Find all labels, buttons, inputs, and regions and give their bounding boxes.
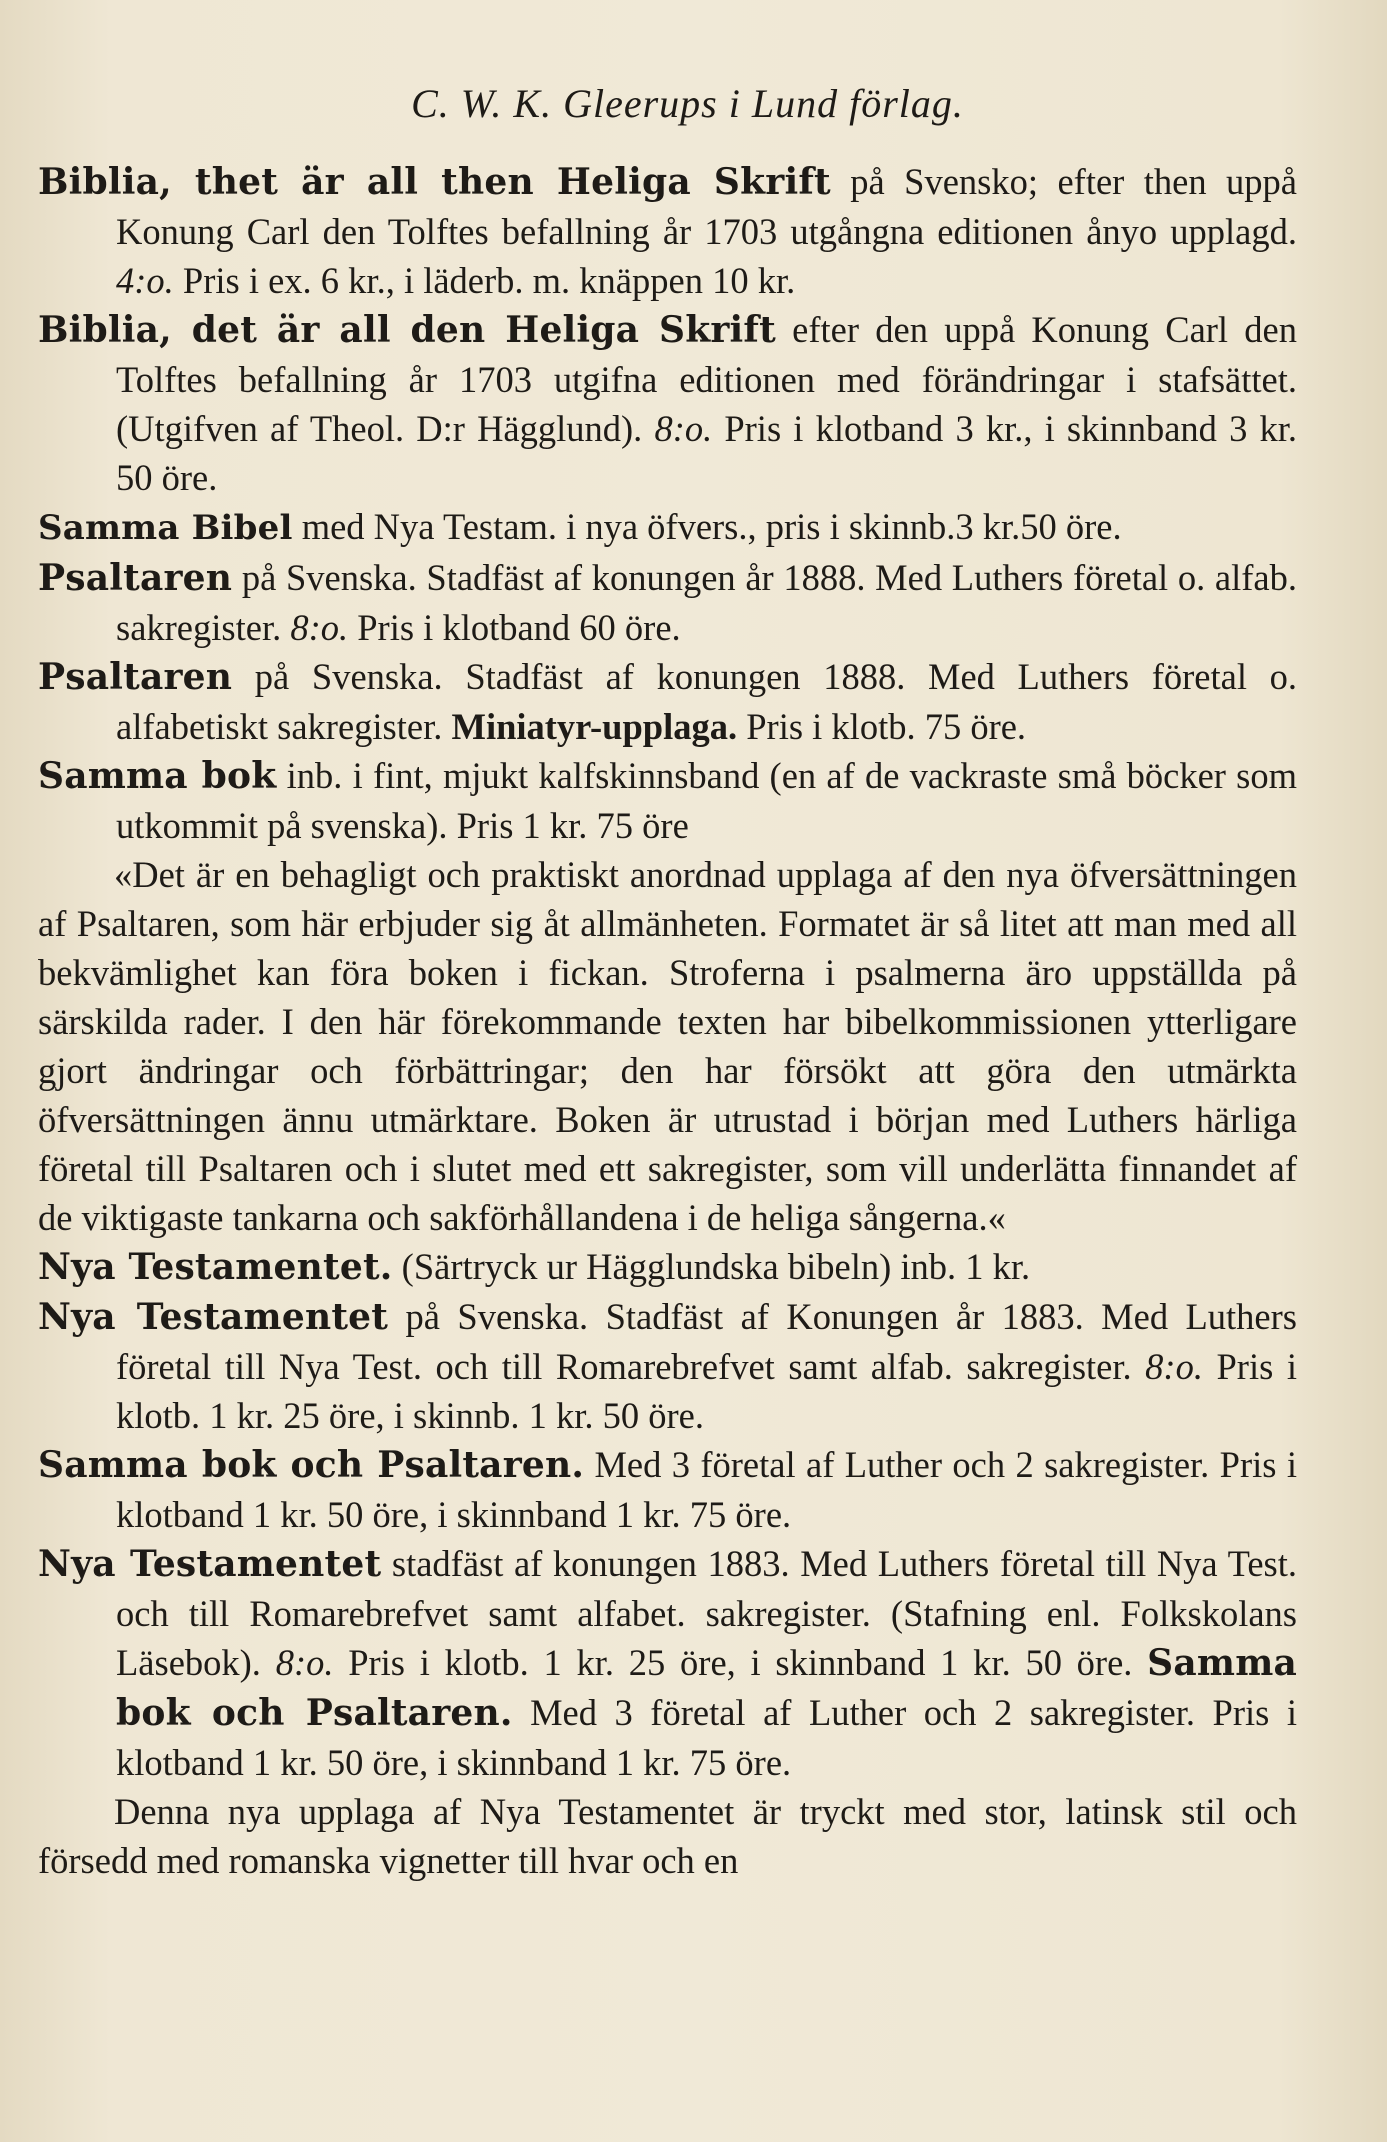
entry-price: Pris i ex. 6 kr., i läderb. m. knäppen 10 kr.: [173, 260, 796, 301]
entry-heading: Nya Testamentet.: [38, 1246, 393, 1288]
catalog-entry: [38, 652, 1297, 751]
publisher-header: C. W. K. Gleerups i Lund förlag.: [411, 81, 964, 126]
catalog-entry: [38, 751, 1297, 850]
entry-price: Pris i klotb. 1 kr. 25 öre, i skinnb. 1 kr. 50 öre.: [116, 1346, 1297, 1436]
catalog-entry: [38, 553, 1297, 652]
review-quote: «Det är en behagligt och praktiskt anordnad upplaga af den nya öfversättningen af Psaltaren, som här erbjuder sig åt allmänheten. Formatet är så litet att man med all bekvämlighet kan föra boken i fickan. Stroferna i psalmerna äro uppställda på särskilda rader. I den här förekommande texten har bibelkommissionen ytterligare gjort ändringar och förbättringar; den har försökt att göra den utmärkta öfversättningen ännu utmärktare. Boken är utrustad i början med Luthers härliga företal till Psaltaren och i slutet med ett sakregister, som vill underlätta finnandet af de viktigaste tankarna och sakförhållandena i de heliga sångerna.«: [38, 854, 1297, 1238]
catalog-entry: [38, 157, 1297, 305]
entry-text: med Nya Testam. i nya öfvers., pris i skinnb.3 kr.50 öre.: [292, 506, 1122, 547]
entry-heading: Psaltaren: [38, 557, 233, 599]
entry-price: Pris i klotb. 1 kr. 25 öre, i skinnband 1 kr. 50 öre.: [333, 1642, 1148, 1683]
entry-price: Pris i klotband 60 öre.: [348, 607, 681, 648]
entry-heading: Samma bok: [38, 755, 277, 797]
catalog-entry: [38, 1539, 1297, 1787]
format-label: 8:o.: [275, 1642, 334, 1683]
entry-heading: Psaltaren: [38, 656, 233, 698]
format-label: 8:o.: [1145, 1346, 1203, 1387]
entry-text: på Svenska. Stadfäst af konungen år 1888. Med Luthers företal o. alfab. sakregister.: [116, 557, 1297, 648]
catalog-entry: [38, 1440, 1297, 1539]
entry-heading: Biblia, det är all den Heliga Skrift: [38, 309, 776, 351]
entry-text: på Svenska. Stadfäst af Konungen år 1883. Med Luthers företal till Nya Test. och till Romarebrefvet samt alfab. sakregister.: [116, 1296, 1297, 1387]
format-label: 4:o.: [116, 260, 174, 301]
entry-text: Med 3 företal af Luther och 2 sakregister. Pris i klotband 1 kr. 50 öre, i skinnband 1 kr. 75 öre.: [116, 1692, 1297, 1783]
catalog-entry: [38, 1242, 1297, 1292]
catalog-entry: [38, 502, 1297, 553]
entry-subheading: Samma bok och Psaltaren.: [116, 1642, 1298, 1734]
entry-heading: Nya Testamentet: [38, 1543, 382, 1585]
entry-text: Med 3 företal af Luther och 2 sakregister. Pris i klotband 1 kr. 50 öre, i skinnband 1 kr. 75 öre.: [116, 1444, 1297, 1535]
entry-text: på Svenska. Stadfäst af konungen 1888. Med Luthers företal o. alfabetiskt sakregister.: [116, 656, 1297, 747]
entry-text: efter den uppå Konung Carl den Tolftes befallning år 1703 utgifna editionen med förändringar i stafsättet. (Utgifven af Theol. D:r Hägglund).: [116, 309, 1297, 449]
entry-heading: Samma Bibel: [38, 508, 293, 548]
entry-text: stadfäst af konungen 1883. Med Luthers företal till Nya Test. och till Romarebrefvet samt alfabet. sakregister. (Stafning enl. Folkskolans Läsebok).: [116, 1543, 1297, 1683]
catalog-entry: [38, 1292, 1297, 1440]
entry-text: (Särtryck ur Hägglundska bibeln) inb. 1 kr.: [392, 1246, 1031, 1287]
edition-label: Miniatyr-upplaga.: [451, 706, 738, 747]
entry-heading: Nya Testamentet: [38, 1296, 389, 1338]
entry-price: Pris i klotband 3 kr., i skinnband 3 kr. 50 öre.: [116, 408, 1297, 498]
closing-paragraph: Denna nya upplaga af Nya Testamentet är tryckt med stor, latinsk stil och försedd med romanska vignetter till hvar och en: [38, 1791, 1297, 1881]
entry-heading: Samma bok och Psaltaren.: [38, 1444, 585, 1486]
entry-text: inb. i fint, mjukt kalfskinnsband (en af de vackraste små böcker som utkommit på svenska). Pris 1 kr. 75 öre: [116, 755, 1298, 846]
entry-heading: Biblia, thet är all then Heliga Skrift: [38, 161, 831, 203]
format-label: 8:o.: [654, 408, 713, 449]
catalog-entry: [38, 305, 1297, 502]
format-label: 8:o.: [290, 607, 349, 648]
entry-price: Pris i klotb. 75 öre.: [737, 706, 1027, 747]
entry-text: på Svensko; efter then uppå Konung Carl den Tolftes befallning år 1703 utgångna editionen ånyo upplagd.: [116, 161, 1297, 252]
